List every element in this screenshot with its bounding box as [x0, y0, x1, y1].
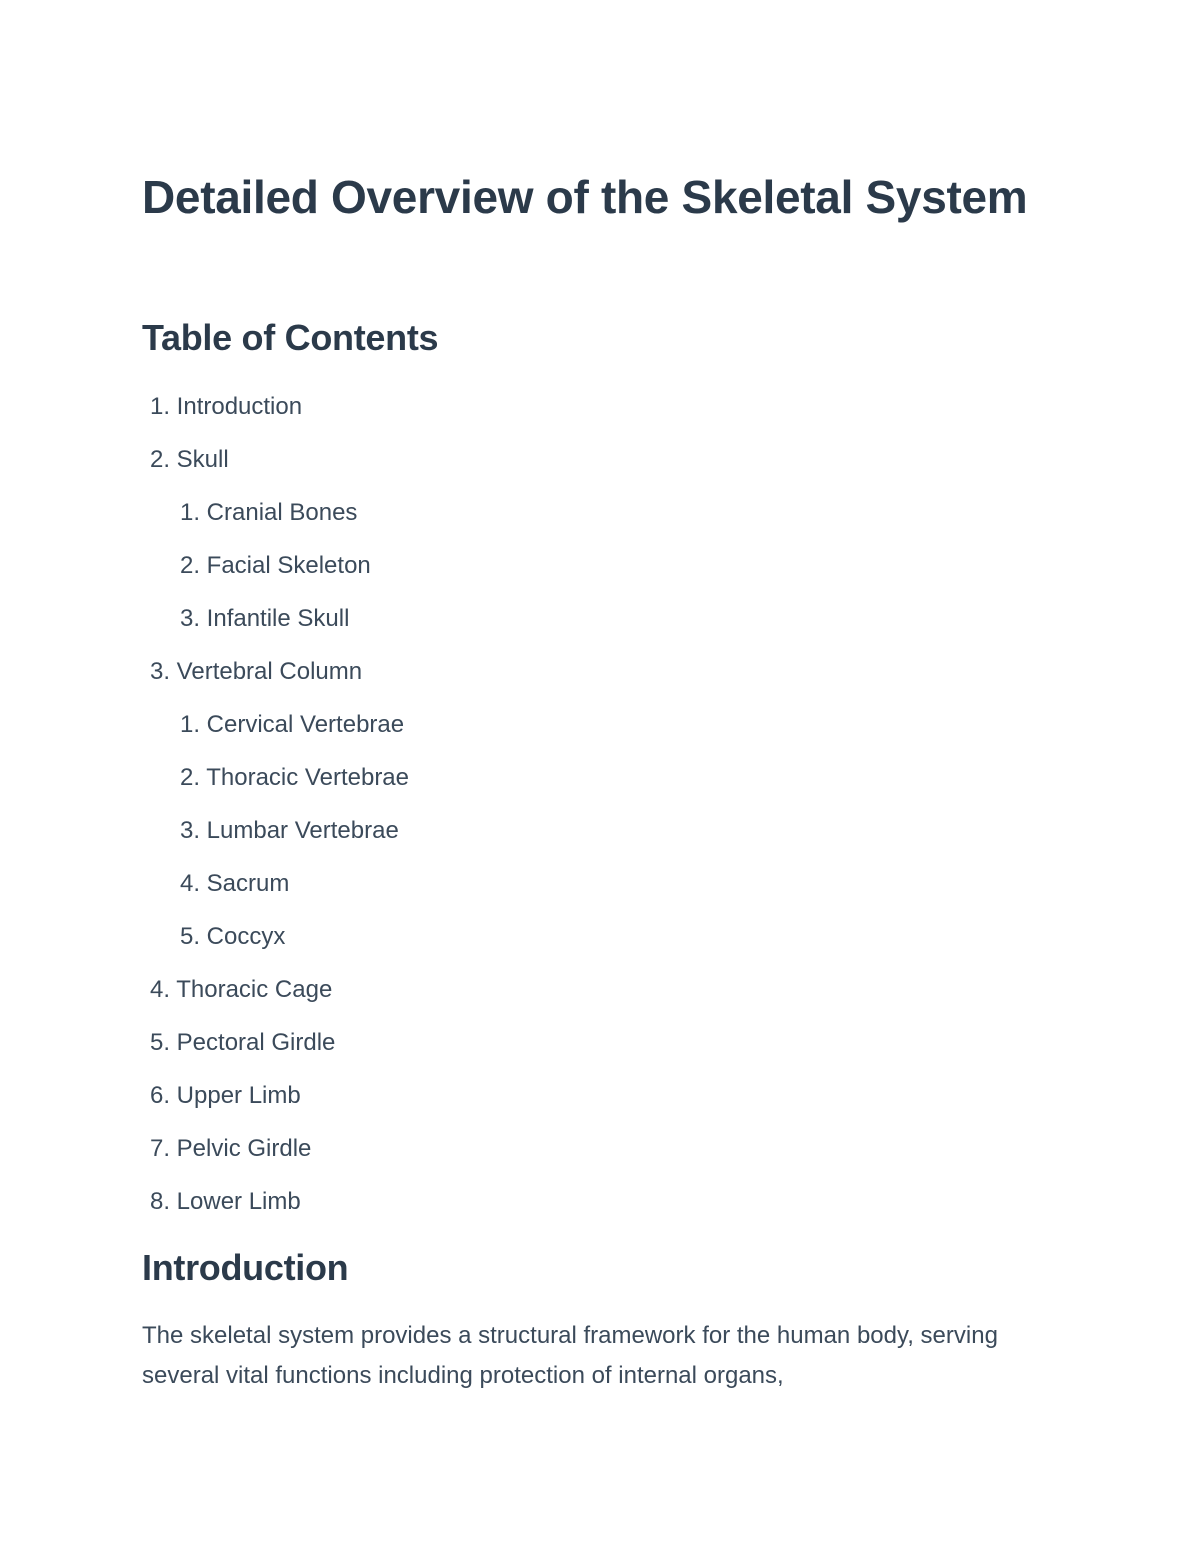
- toc-subitem[interactable]: [142, 751, 409, 804]
- toc-item-number: 8.: [149, 1188, 170, 1215]
- toc-item-label: Introduction: [176, 393, 303, 420]
- toc-item-label: Pelvic Girdle: [176, 1135, 312, 1162]
- toc-item[interactable]: [142, 380, 409, 433]
- toc-item-label: Cervical Vertebrae: [206, 711, 405, 738]
- toc-heading: Table of Contents: [142, 317, 439, 358]
- toc-item-label: Pectoral Girdle: [176, 1029, 336, 1056]
- toc-item-number: 3.: [149, 658, 170, 685]
- toc-item-label: Lower Limb: [176, 1188, 301, 1215]
- toc-item-number: 6.: [149, 1082, 170, 1109]
- toc-item-label: Lumbar Vertebrae: [206, 817, 399, 844]
- introduction-paragraph: The skeletal system provides a structural framework for the human body, serving several vital functions including protection of internal organs,: [142, 1322, 998, 1389]
- toc-subitem[interactable]: [142, 486, 409, 539]
- toc-item-number: 5.: [149, 1029, 170, 1056]
- toc-item-label: Thoracic Vertebrae: [206, 764, 410, 791]
- table-of-contents: [142, 380, 409, 1228]
- toc-item-label: Facial Skeleton: [206, 552, 371, 579]
- toc-item-label: Cranial Bones: [206, 499, 358, 526]
- toc-item-number: 4.: [149, 976, 170, 1003]
- toc-item-number: 2.: [149, 446, 170, 473]
- toc-item-label: Upper Limb: [176, 1082, 301, 1109]
- toc-item-number: 7.: [149, 1135, 170, 1162]
- toc-item-number: 1.: [149, 393, 170, 420]
- toc-subitem[interactable]: [142, 804, 409, 857]
- document-title: Detailed Overview of the Skeletal System: [142, 171, 1028, 223]
- toc-item-number: 4.: [179, 870, 200, 897]
- toc-subitem[interactable]: [142, 857, 409, 910]
- toc-item[interactable]: [142, 1069, 409, 1122]
- toc-subitem[interactable]: [142, 592, 409, 645]
- toc-item[interactable]: [142, 963, 409, 1016]
- toc-item-label: Thoracic Cage: [176, 976, 333, 1003]
- toc-item[interactable]: [142, 1016, 409, 1069]
- toc-item-label: Sacrum: [206, 870, 290, 897]
- toc-item-label: Skull: [176, 446, 229, 473]
- toc-item-number: 3.: [179, 817, 200, 844]
- toc-item-label: Vertebral Column: [176, 658, 363, 685]
- toc-subitem[interactable]: [142, 698, 409, 751]
- toc-item-label: Infantile Skull: [206, 605, 350, 632]
- toc-item[interactable]: [142, 433, 409, 486]
- toc-item-number: 5.: [179, 923, 200, 950]
- toc-item[interactable]: [142, 1175, 409, 1228]
- toc-item[interactable]: [142, 645, 409, 698]
- toc-item[interactable]: [142, 1122, 409, 1175]
- toc-item-number: 3.: [179, 605, 200, 632]
- toc-item-number: 1.: [179, 711, 200, 738]
- toc-item-number: 2.: [179, 764, 200, 791]
- toc-item-label: Coccyx: [206, 923, 286, 950]
- toc-item-number: 2.: [179, 552, 200, 579]
- toc-subitem[interactable]: [142, 539, 409, 592]
- introduction-heading: Introduction: [142, 1247, 349, 1288]
- toc-subitem[interactable]: [142, 910, 409, 963]
- toc-item-number: 1.: [179, 499, 200, 526]
